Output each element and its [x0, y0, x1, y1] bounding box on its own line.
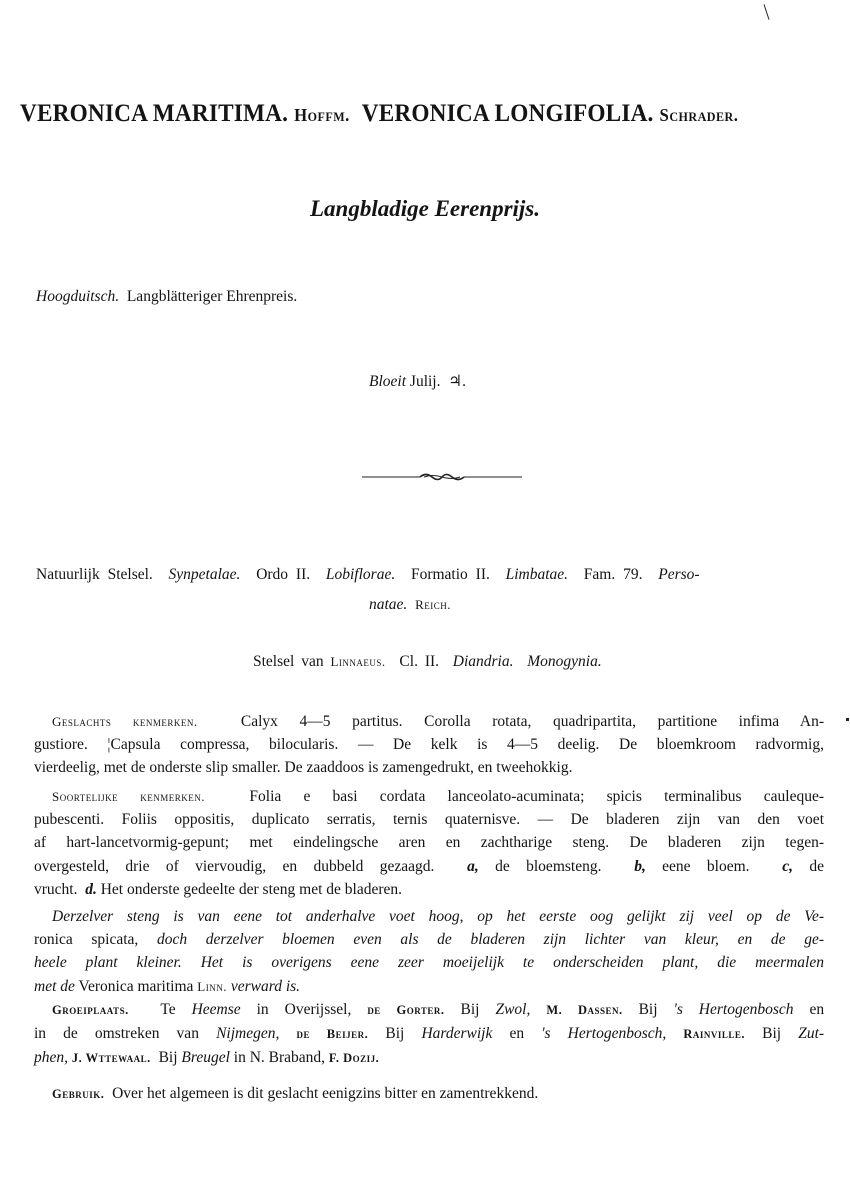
figure-ref-d: d.: [85, 880, 97, 898]
figure-desc-c: de: [809, 857, 825, 875]
formatio-name: Limbatae.: [505, 566, 569, 583]
locality-paragraph: [34, 998, 824, 1071]
linnaeus-diandria: Diandria.: [452, 653, 514, 670]
german-name-line: [36, 287, 297, 307]
locality-heemse: Heemse: [191, 1001, 241, 1018]
title-species-1: VERONICA MARITIMA.: [20, 100, 289, 127]
collector-de-gorter: de Gorter.: [367, 1003, 445, 1017]
locality-nijmegen: Nijmegen,: [216, 1025, 280, 1043]
description-text-4d: verward is.: [230, 977, 301, 995]
page-title: [20, 100, 739, 127]
locality-bij-1: Bij: [460, 1001, 480, 1018]
figure-desc-c-2: vrucht.: [34, 880, 78, 898]
family-name-part1: Perso-: [658, 566, 700, 583]
description-author: Linn.: [197, 978, 227, 994]
ornament-divider-icon: [362, 470, 522, 484]
linnaeus-name: Linnaeus.: [330, 654, 386, 669]
fam-label: Fam. 79.: [583, 566, 643, 583]
locality-en-2: en: [509, 1025, 525, 1043]
species-line-2: pubescenti. Foliis oppositis, duplicato serratis, ternis quaternisve. — De bladeren zijn van den voet: [34, 811, 824, 829]
use-text: Over het algemeen is dit geslacht eenigzins bitter en zamentrekkend.: [112, 1085, 539, 1102]
linnaeus-class: Cl. II.: [399, 653, 440, 670]
species-text-1: Folia e basi cordata lanceolato-acuminata; spicis terminalibus cauleque-: [249, 788, 824, 805]
figure-desc-d: Het onderste gedeelte der steng met de bladeren.: [100, 880, 402, 898]
scan-mark: [846, 718, 849, 721]
description-text-2b: doch derzelver bloemen even als de bladeren zijn lichter van kleur, en de ge-: [157, 931, 825, 949]
description-line-2: [34, 928, 824, 951]
locality-brabant: in N. Braband,: [233, 1049, 326, 1067]
locality-hertogenbosch-2: 's Hertogenbosch,: [541, 1025, 667, 1043]
species-line-1: [34, 785, 824, 808]
linnaeus-system-line: [253, 652, 602, 672]
description-text-2a: ronica spicata,: [34, 931, 139, 949]
locality-hertogenbosch: 's Hertogenbosch: [673, 1001, 794, 1018]
family-author: Reich.: [415, 597, 451, 612]
locality-zutphen-2: phen,: [34, 1049, 69, 1067]
group-name: Synpetalae.: [168, 566, 241, 583]
linnaeus-monogynia: Monogynia.: [527, 653, 602, 670]
ordo-name: Lobiflorae.: [325, 566, 396, 583]
formatio-label: Formatio II.: [410, 566, 490, 583]
locality-line-2: [34, 1022, 824, 1046]
genus-heading: Geslachts kenmerken.: [52, 714, 198, 729]
collector-dassen: M. Dassen.: [546, 1003, 623, 1017]
locality-te: Te: [160, 1001, 176, 1018]
figure-desc-a: de bloemsteng.: [495, 857, 602, 875]
species-line-4: [34, 855, 824, 878]
german-label: Hoogduitsch.: [36, 288, 120, 305]
natural-system-line-2: [369, 595, 451, 615]
locality-zwol: Zwol,: [495, 1001, 531, 1018]
locality-omstreken: in de omstreken van: [34, 1025, 199, 1043]
genus-line-3: vierdeelig, met de onderste slip smaller. De zaaddoos is zamengedrukt, en tweehokkig.: [34, 759, 573, 777]
title-species-2: VERONICA LONGIFOLIA.: [361, 100, 654, 127]
description-line-4: [34, 975, 824, 998]
collector-dozij: F. Dozij.: [328, 1051, 380, 1066]
locality-breugel: Breugel: [181, 1049, 230, 1067]
figure-ref-b: b,: [634, 857, 646, 875]
description-paragraph: [34, 905, 824, 998]
genus-characters: [34, 710, 824, 780]
flowering-label: Bloeit: [369, 373, 407, 390]
linnaeus-label: Stelsel van: [253, 653, 324, 670]
scan-mark-top: [764, 4, 770, 20]
flowering-month: Julij.: [409, 373, 441, 390]
collector-wttewaal: J. Wttewaal.: [71, 1051, 151, 1066]
locality-harderwijk: Harderwijk: [421, 1025, 493, 1043]
figure-ref-a: a,: [467, 857, 479, 875]
figure-ref-c: c,: [782, 857, 794, 875]
genus-line-2: gustiore. ¦Capsula compressa, bilocularis. — De kelk is 4—5 deelig. De bloemkroom radvormig,: [34, 736, 824, 754]
natural-system-line: [36, 565, 700, 585]
locality-bij-3: Bij: [385, 1025, 405, 1043]
genus-text-1: Calyx 4—5 partitus. Corolla rotata, quadripartita, partitione infima An-: [240, 713, 825, 730]
use-heading: Gebruik.: [52, 1087, 105, 1101]
description-line-1: Derzelver steng is van eene tot anderhalve voet hoog, op het eerste oog gelijkt zij veel op de Ve-: [52, 908, 824, 925]
genus-line-1: [34, 710, 824, 733]
description-text-4b: Veronica maritima: [78, 977, 194, 995]
locality-zutphen-1: Zut-: [798, 1025, 825, 1043]
species-line-3: af hart-lancetvormig-gepunt; met eindelingsche aren en zachtharige steng. De bladeren zijn tegen-: [34, 834, 824, 852]
locality-line-3: [34, 1046, 824, 1070]
collector-de-beijer: de Beijer.: [296, 1027, 369, 1042]
collector-rainville: Rainville.: [683, 1027, 746, 1042]
use-paragraph: [34, 1082, 824, 1106]
natural-system-label: Natuurlijk Stelsel.: [36, 566, 153, 583]
perennial-symbol: ♃.: [448, 373, 467, 390]
figure-desc-b: eene bloem.: [662, 857, 750, 875]
species-line-5: [34, 878, 824, 901]
locality-heading: Groeiplaats.: [52, 1003, 129, 1017]
family-name-part2: natae.: [369, 596, 408, 613]
locality-line-1: [34, 998, 824, 1022]
german-name: Langblätteriger Ehrenpreis.: [126, 288, 298, 305]
dutch-name: Langbladige Eerenprijs.: [309, 196, 540, 221]
description-line-3: heele plant kleiner. Het is overigens eene zeer moeijelijk te onderscheiden plant, die meermalen: [34, 954, 824, 972]
species-characters: [34, 785, 824, 901]
species-text-4: overgesteld, drie of viervoudig, en dubbeld gezaagd.: [34, 857, 435, 875]
locality-en: en: [809, 1001, 825, 1018]
locality-overijssel: in Overijssel,: [256, 1001, 352, 1018]
flowering-line: [369, 372, 466, 392]
locality-bij-2: Bij: [638, 1001, 658, 1018]
title-author-2: Schrader.: [659, 105, 739, 125]
locality-bij-4: Bij: [762, 1025, 782, 1043]
species-heading: Soortelijke kenmerken.: [52, 789, 206, 804]
ordo-label: Ordo II.: [256, 566, 311, 583]
description-text-4a: met de: [34, 977, 75, 995]
locality-bij-5: Bij: [158, 1049, 178, 1067]
use-line: [34, 1082, 824, 1106]
title-author-1: Hoffm.: [294, 105, 350, 125]
